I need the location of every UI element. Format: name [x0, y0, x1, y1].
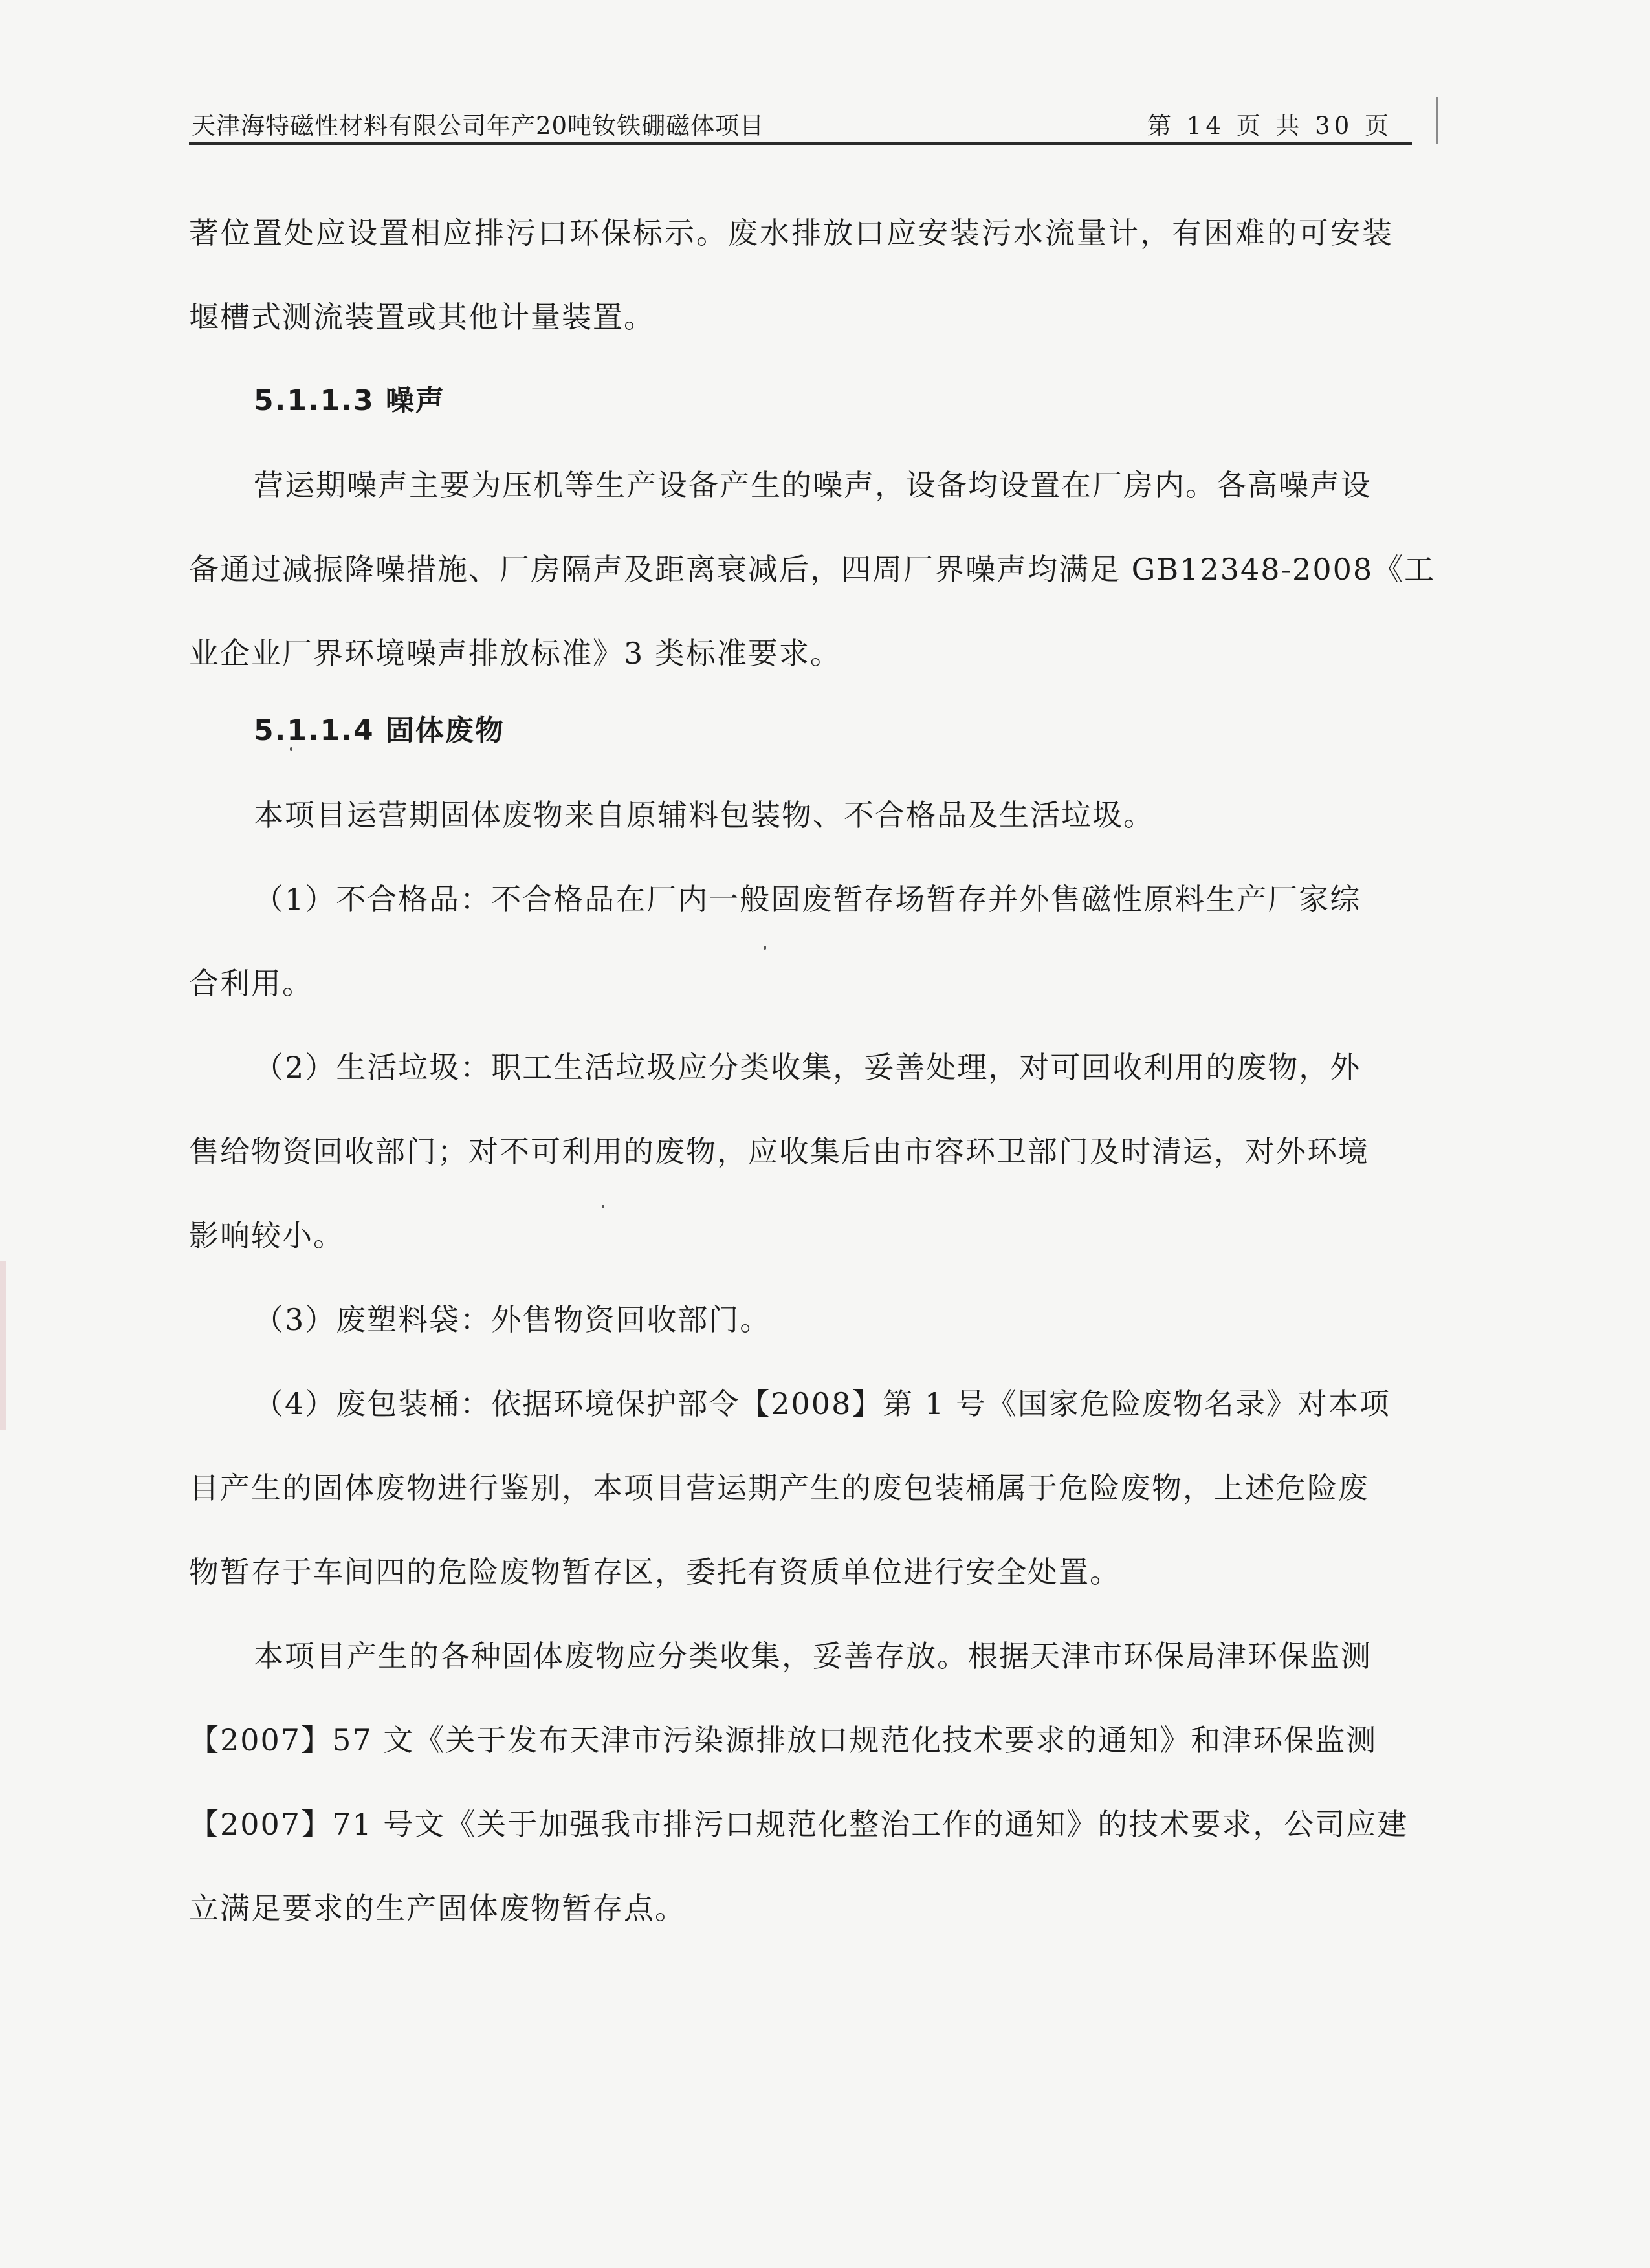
paragraph-line: 著位置处应设置相应排污口环保标示。废水排放口应安装污水流量计，有困难的可安装 [189, 215, 1394, 250]
header-page-info: 第 14 页 共 30 页 [1147, 112, 1392, 140]
list-item-2: （2）生活垃圾：职工生活垃圾应分类收集，妥善处理，对可回收利用的废物，外 [254, 1050, 1361, 1085]
paragraph-line: 物暂存于车间四的危险废物暂存区，委托有资质单位进行安全处置。 [189, 1554, 1121, 1589]
section-solid-waste [189, 689, 1412, 1950]
paragraph-line: 本项目运营期固体废物来自原辅料包装物、不合格品及生活垃圾。 [254, 798, 1154, 833]
section-noise [189, 359, 1436, 695]
paragraph-line: 【2007】57 文《关于发布天津市污染源排放口规范化技术要求的通知》和津环保监测 [189, 1723, 1378, 1758]
paragraph-line: 合利用。 [189, 966, 313, 1001]
list-item-3: （3）废塑料袋：外售物资回收部门。 [254, 1302, 771, 1337]
list-item-4: （4）废包装桶：依据环境保护部令【2008】第 1 号《国家危险废物名录》对本项 [254, 1386, 1391, 1421]
scan-speck [602, 1205, 604, 1208]
scan-edge-stain [0, 1261, 6, 1430]
paragraph-line: 影响较小。 [189, 1218, 344, 1253]
paragraph-line: 目产生的固体废物进行鉴别，本项目营运期产生的废包装桶属于危险废物，上述危险废 [189, 1470, 1369, 1505]
scan-speck [290, 747, 292, 751]
paragraph-line: 立满足要求的生产固体废物暂存点。 [189, 1891, 686, 1926]
paragraph-line: 堰槽式测流装置或其他计量装置。 [189, 300, 655, 334]
paragraph-line: 业企业厂界环境噪声排放标准》3 类标准要求。 [189, 636, 841, 671]
section-wastewater-continued [189, 191, 1412, 359]
paragraph-line: 本项目产生的各种固体废物应分类收集，妥善存放。根据天津市环保局津环保监测 [254, 1639, 1372, 1674]
section-heading-noise: 5.1.1.3 噪声 [254, 384, 445, 417]
section-heading-solid-waste: 5.1.1.4 固体废物 [254, 714, 505, 747]
scan-speck [764, 946, 766, 950]
paragraph-line: 售给物资回收部门；对不可利用的废物，应收集后由市容环卫部门及时清运，对外环境 [189, 1134, 1369, 1169]
paragraph-line: 营运期噪声主要为压机等生产设备产生的噪声，设备均设置在厂房内。各高噪声设 [254, 468, 1372, 503]
list-item-1: （1）不合格品：不合格品在厂内一般固废暂存场暂存并外售磁性原料生产厂家综 [254, 882, 1361, 917]
paragraph-line: 备通过减振降噪措施、厂房隔声及距离衰减后，四周厂界噪声均满足 GB12348-2008《工 [189, 552, 1436, 587]
header-divider [1436, 97, 1438, 144]
paragraph-line: 【2007】71 号文《关于加强我市排污口规范化整治工作的通知》的技术要求，公司应建 [189, 1807, 1409, 1842]
page-header [189, 97, 1412, 145]
header-title: 天津海特磁性材料有限公司年产20吨钕铁硼磁体项目 [192, 112, 765, 140]
